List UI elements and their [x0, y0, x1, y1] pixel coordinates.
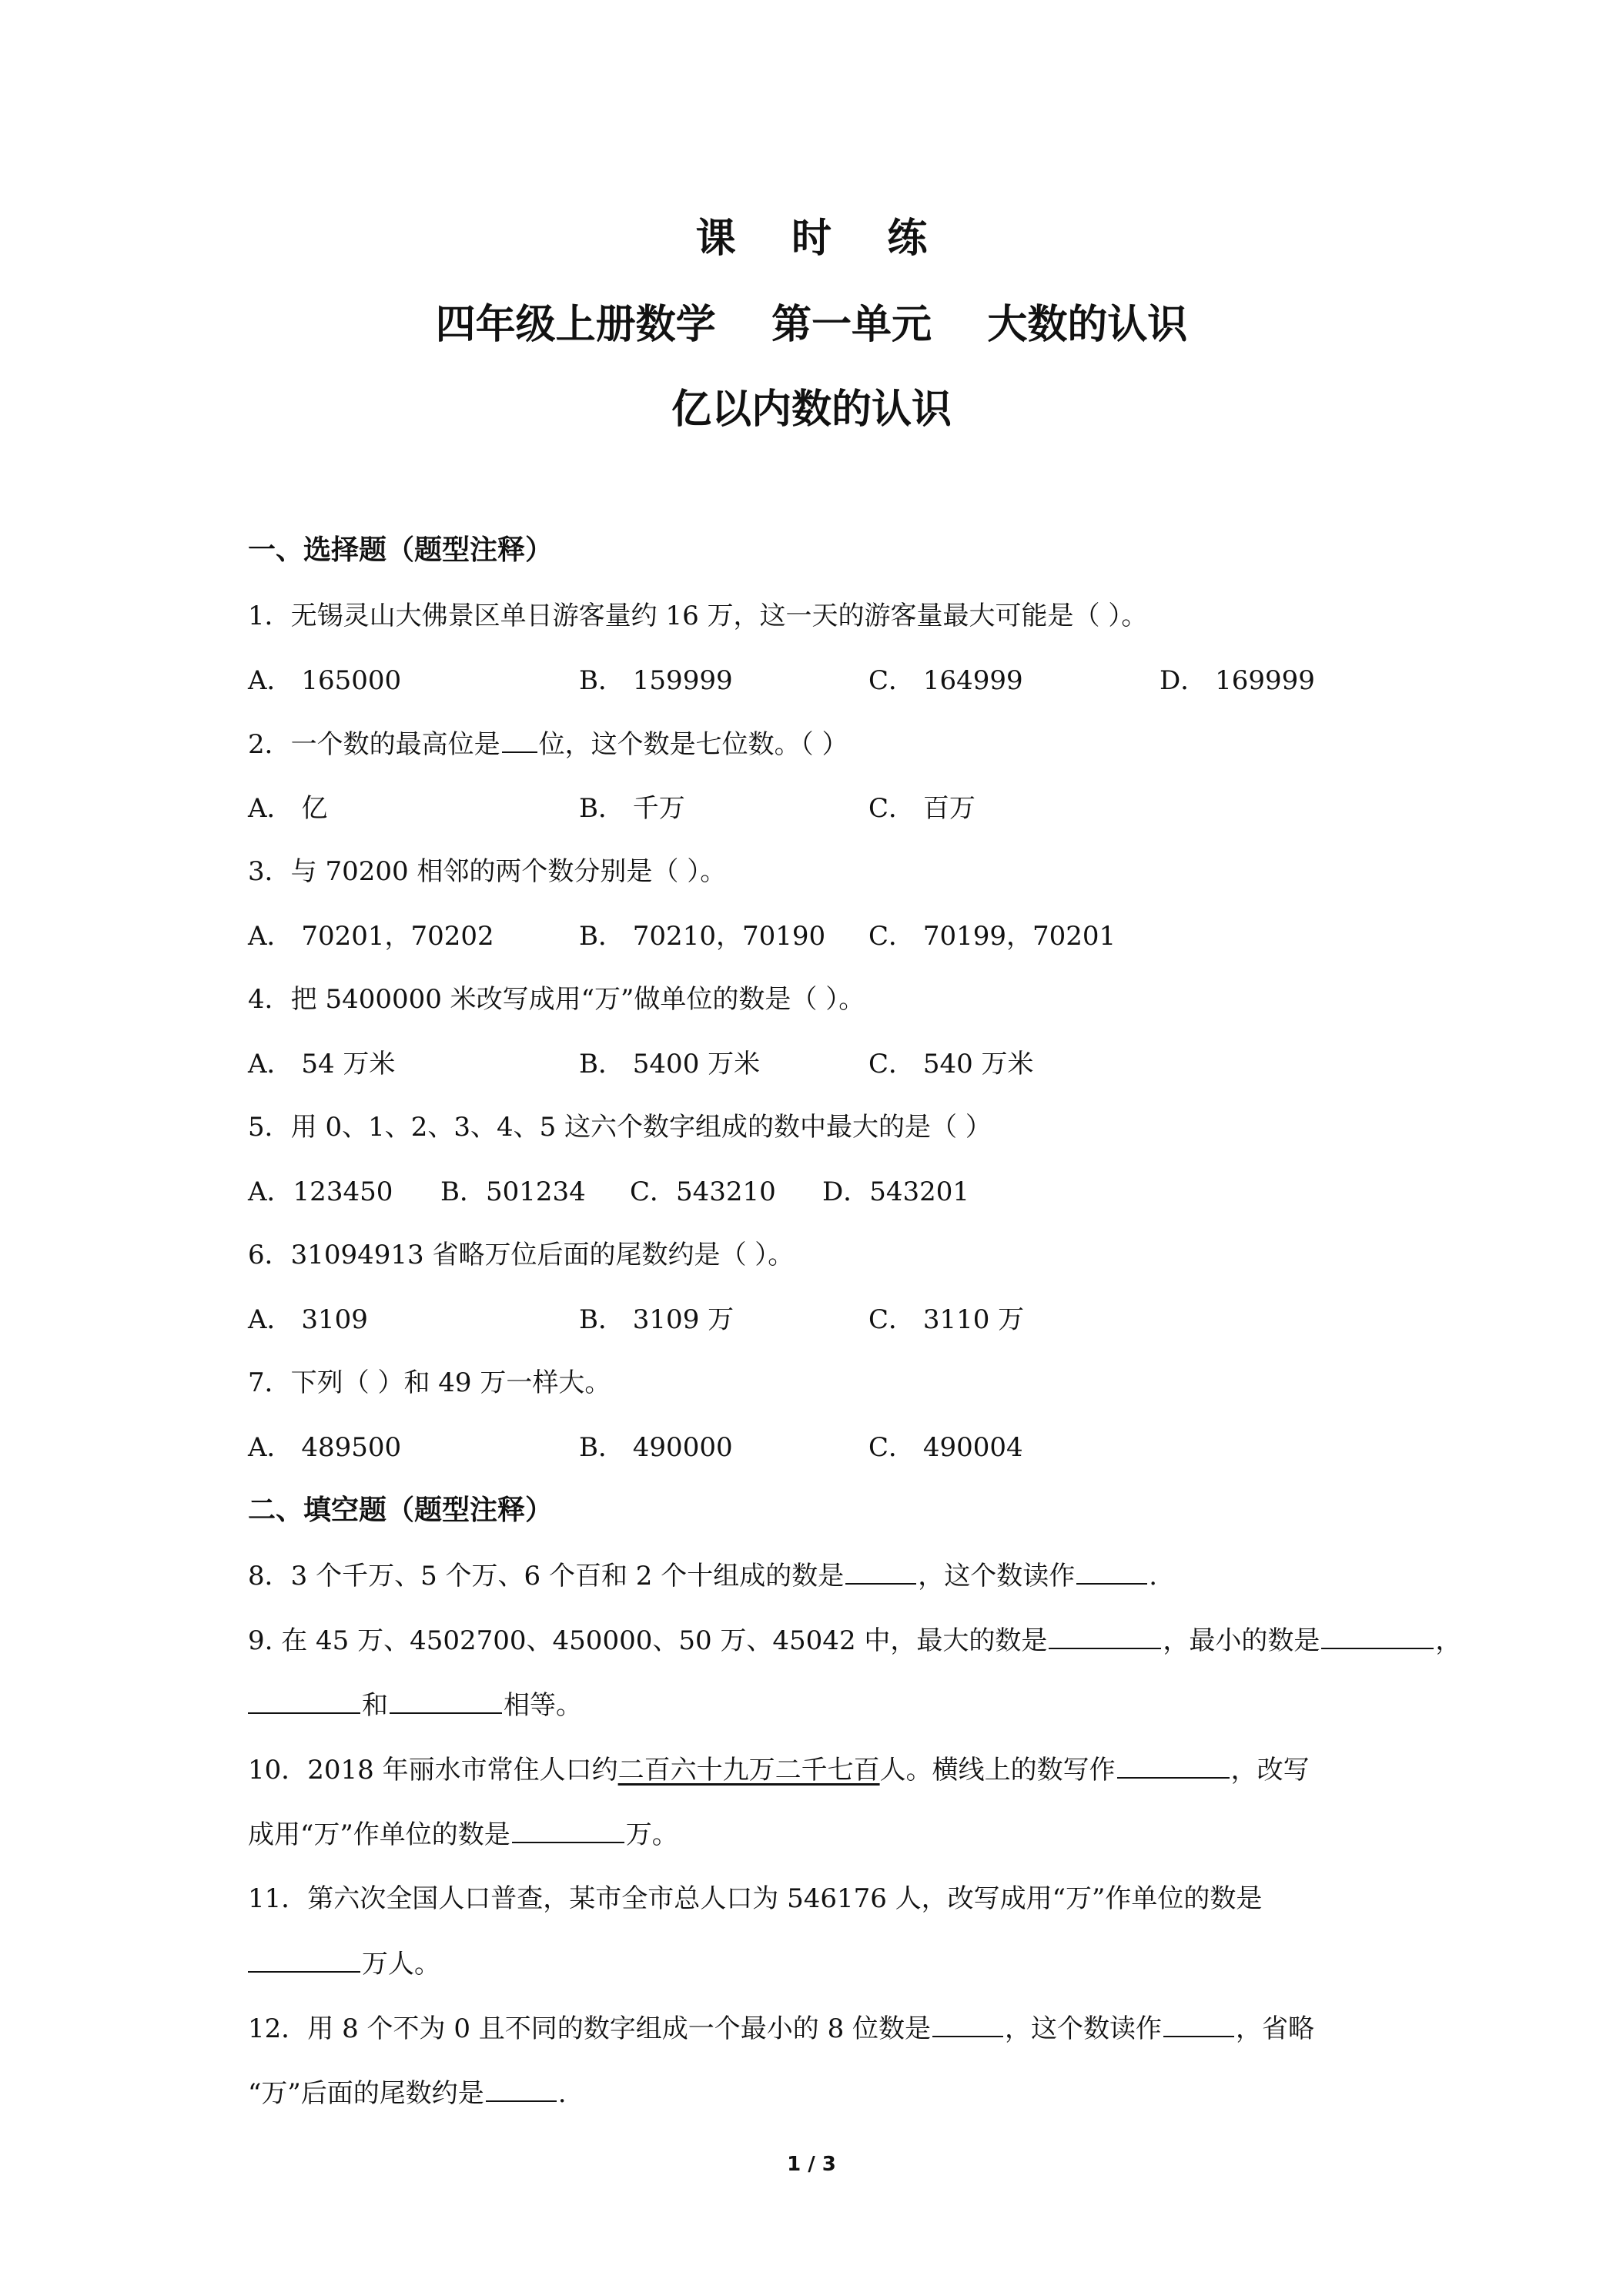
option-c: C． 164999	[868, 665, 1023, 696]
question-11: 11．第六次全国人口普查，某市全市总人口为 546176 人，改写成用“万”作单位的数是	[248, 1883, 1263, 1914]
answer-blank	[502, 727, 537, 753]
option-b: B． 5400 万米	[579, 1049, 761, 1079]
underlined-number-text: 二百六十九万二千七百	[617, 1755, 880, 1786]
answer-blank	[1117, 1752, 1230, 1779]
option-a: A． 165000	[248, 665, 402, 696]
question-5: 5．用 0、1、2、3、4、5 这六个数字组成的数中最大的是（ ）	[248, 1112, 992, 1143]
section-heading-fill: 二、填空题（题型注释）	[248, 1494, 554, 1526]
question-3-options	[248, 919, 1403, 953]
page-number: 1 / 3	[787, 2153, 836, 2176]
option-c: C． 540 万米	[868, 1049, 1034, 1079]
answer-blank	[845, 1558, 916, 1585]
answer-blank	[1163, 2011, 1234, 2037]
question-4-options	[248, 1047, 1403, 1081]
question-1: 1．无锡灵山大佛景区单日游客量约 16 万，这一天的游客量最大可能是（ ）。	[248, 601, 1148, 631]
answer-blank	[1321, 1623, 1434, 1649]
question-10-text: 万。	[625, 1819, 678, 1850]
question-11-continued	[248, 1946, 440, 1981]
question-7-options	[248, 1431, 1403, 1464]
answer-blank	[1076, 1558, 1147, 1585]
option-a: A． 70201，70202	[248, 921, 494, 952]
question-3: 3．与 70200 相邻的两个数分别是（ ）。	[248, 856, 727, 887]
question-12-text: .	[557, 2078, 567, 2109]
lesson-title: 亿以内数的认识	[671, 387, 952, 433]
answer-blank	[248, 1946, 360, 1973]
question-10-text: 人。横线上的数写作	[879, 1755, 1116, 1786]
option-a: A．123450	[248, 1176, 393, 1207]
question-5-options	[248, 1175, 1403, 1209]
question-12	[248, 2011, 1314, 2046]
question-12-text: 12．用 8 个不为 0 且不同的数字组成一个最小的 8 位数是	[248, 2013, 932, 2044]
option-a: A． 489500	[248, 1432, 402, 1463]
question-12-continued	[248, 2076, 567, 2110]
question-9	[248, 1623, 1461, 1658]
question-9-text: 9. 在 45 万、4502700、450000、50 万、45042 中，最大的数是	[248, 1625, 1048, 1656]
option-d: D．543201	[822, 1176, 970, 1207]
option-c: C．543210	[630, 1176, 776, 1207]
question-7: 7．下列（ ）和 49 万一样大。	[248, 1367, 611, 1398]
question-9-continued	[248, 1688, 582, 1722]
option-c: C． 百万	[868, 793, 975, 824]
question-10-continued	[248, 1817, 678, 1852]
answer-blank	[390, 1688, 502, 1714]
question-12-text: “万”后面的尾数约是	[248, 2078, 484, 2109]
question-9-text: 相等。	[504, 1690, 582, 1721]
question-4: 4．把 5400000 米改写成用“万”做单位的数是（ ）。	[248, 984, 865, 1015]
question-2-options	[248, 792, 1403, 825]
question-9-text: 和	[362, 1690, 388, 1721]
question-2	[248, 727, 848, 761]
worksheet-title: 课 时 练	[695, 216, 928, 262]
question-12-text: ，这个数读作	[1005, 2013, 1163, 2044]
question-2-text-end: 位，这个数是七位数。（ ）	[538, 729, 848, 760]
option-c: C． 3110 万	[868, 1304, 1025, 1335]
worksheet-subtitle: 四年级上册数学 第一单元 大数的认识	[435, 302, 1188, 348]
question-9-text: ，最小的数是	[1163, 1625, 1320, 1656]
question-8-text: 8．3 个千万、5 个万、6 个百和 2 个十组成的数是	[248, 1561, 845, 1591]
question-10-text: 10．2018 年丽水市常住人口约	[248, 1755, 618, 1786]
option-b: B． 159999	[579, 665, 733, 696]
question-2-text-start: 2．一个数的最高位是	[248, 729, 500, 760]
question-8	[248, 1558, 1157, 1593]
option-b: B． 70210，70190	[579, 921, 826, 952]
option-b: B．501234	[440, 1176, 586, 1207]
question-12-text: ，省略	[1236, 2013, 1315, 2044]
option-b: B． 3109 万	[579, 1304, 735, 1335]
option-c: C． 490004	[868, 1432, 1023, 1463]
question-1-options	[248, 664, 1403, 698]
question-8-text: ，这个数读作	[918, 1561, 1076, 1591]
option-a: A． 亿	[248, 793, 328, 824]
question-9-text: ，	[1435, 1625, 1462, 1656]
answer-blank	[248, 1688, 360, 1714]
question-6-options	[248, 1303, 1403, 1337]
option-b: B． 千万	[579, 793, 685, 824]
answer-blank	[1049, 1623, 1161, 1649]
option-a: A． 3109	[248, 1304, 368, 1335]
question-10	[248, 1752, 1310, 1787]
answer-blank	[932, 2011, 1003, 2037]
question-6: 6．31094913 省略万位后面的尾数约是（ ）。	[248, 1240, 795, 1270]
option-b: B． 490000	[579, 1432, 733, 1463]
option-c: C． 70199，70201	[868, 921, 1116, 952]
question-10-text: ，改写	[1230, 1755, 1310, 1786]
option-a: A． 54 万米	[248, 1049, 396, 1079]
section-heading-choice: 一、选择题（题型注释）	[248, 534, 554, 566]
question-11-text: 万人。	[362, 1949, 440, 1980]
answer-blank	[486, 2076, 557, 2102]
answer-blank	[512, 1817, 624, 1843]
question-10-text: 成用“万”作单位的数是	[248, 1819, 510, 1850]
option-d: D． 169999	[1160, 665, 1315, 696]
question-8-text: .	[1149, 1561, 1158, 1591]
